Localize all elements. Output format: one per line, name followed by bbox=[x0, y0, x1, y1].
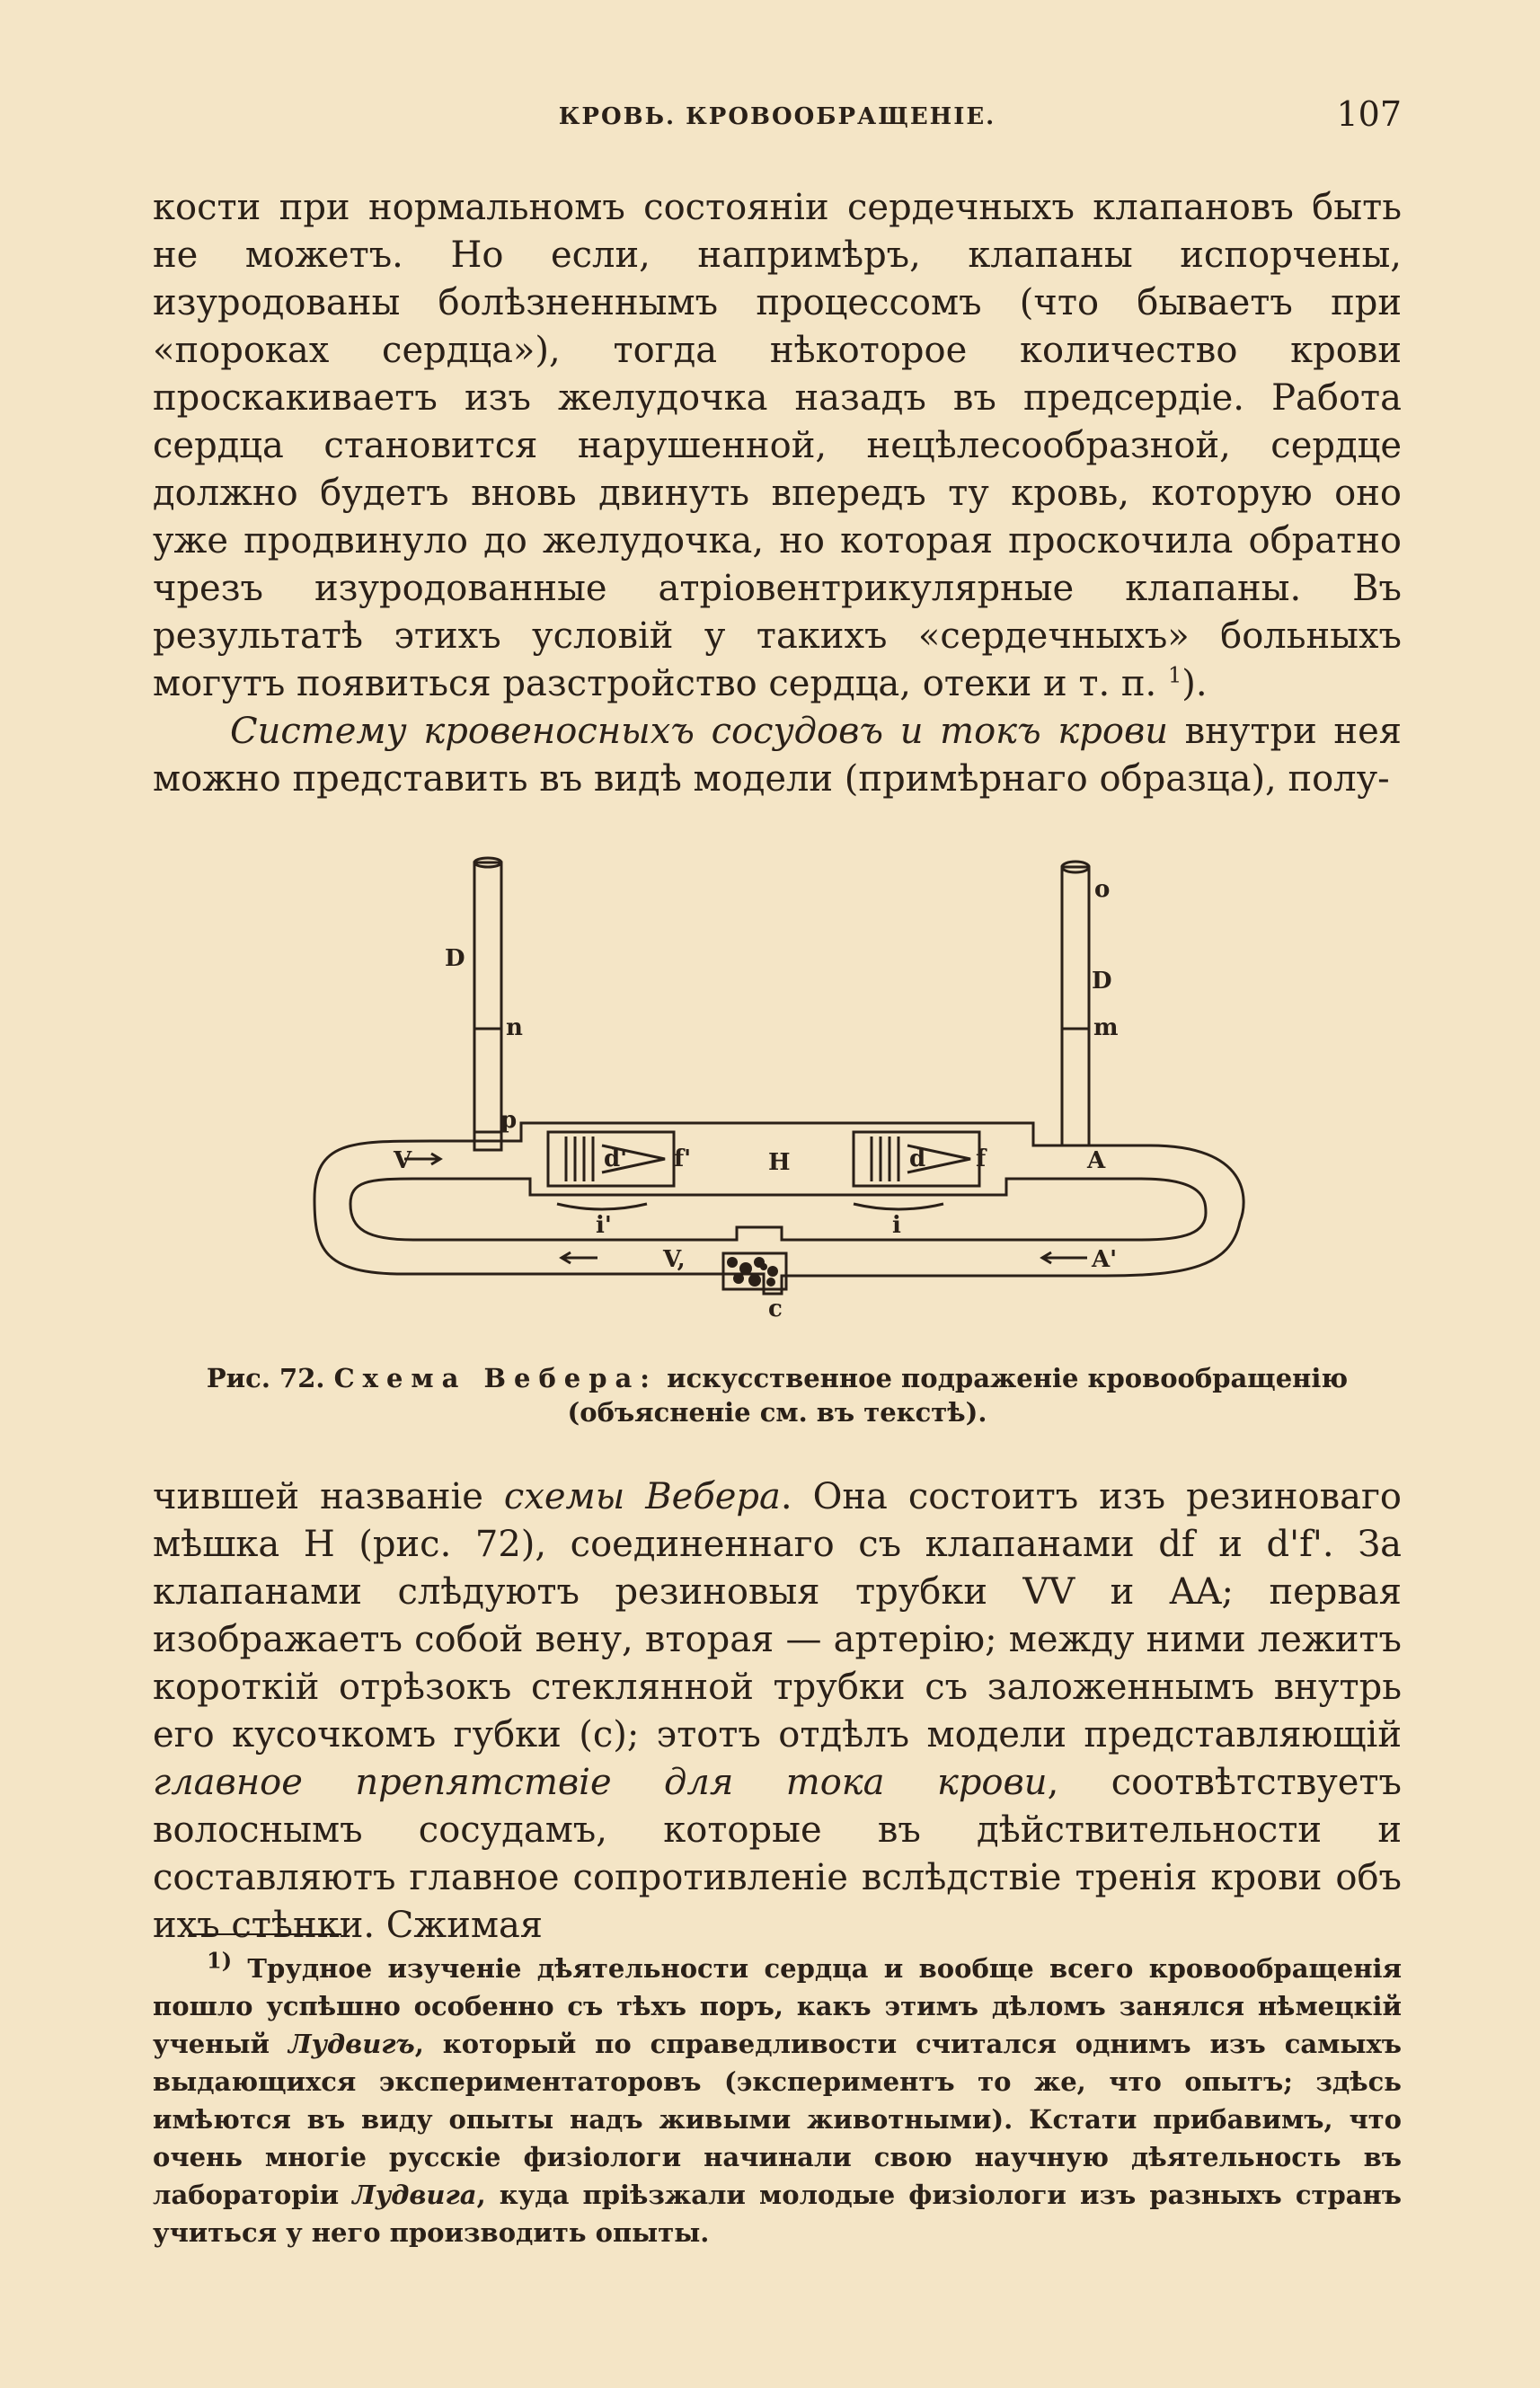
label-f-left: f' bbox=[674, 1145, 692, 1172]
paragraph-1-end: ). bbox=[1182, 663, 1208, 704]
label-o: o bbox=[1094, 876, 1111, 903]
paragraph-2-text: внутри нея можно представить въ видѣ модели (примѣрнаго образца), полу- bbox=[153, 711, 1402, 800]
paragraph-2-italic: Систему кровеносныхъ сосудовъ и токъ крови bbox=[230, 711, 1168, 752]
label-A-top: A bbox=[1087, 1147, 1106, 1174]
label-f-right: f bbox=[976, 1145, 987, 1172]
label-i-left: i' bbox=[596, 1212, 612, 1239]
p3-part3: , соотвѣтствуетъ волоснымъ сосудамъ, которые въ дѣйствительности и составляютъ главное сопротивленіе вслѣдствіе тренія крови объ ихъ стѣнки. Сжимая bbox=[153, 1762, 1402, 1946]
running-head: КРОВЬ. КРОВООБРАЩЕНІЕ. bbox=[558, 103, 996, 130]
fn-text3: , куда пріѣзжали молодые физіологи изъ разныхъ странъ учиться у него производить опыты. bbox=[153, 2180, 1402, 2248]
label-c: c bbox=[768, 1296, 783, 1322]
label-m: m bbox=[1093, 1014, 1119, 1041]
page-header bbox=[153, 94, 1402, 139]
paragraph-1 bbox=[153, 184, 1402, 708]
label-n: n bbox=[506, 1014, 523, 1041]
label-V-bottom: V, bbox=[663, 1246, 686, 1273]
weber-scheme-diagram bbox=[296, 845, 1267, 1366]
p3-italic1: схемы Вебера bbox=[503, 1476, 781, 1517]
arrow-v-bottom bbox=[562, 1252, 597, 1263]
label-i-right: i bbox=[892, 1212, 901, 1239]
label-V-left: V bbox=[394, 1147, 412, 1174]
caption-text: искусственное подраженіе кровообращенію (объясненіе см. въ текстѣ). bbox=[567, 1363, 1349, 1428]
footnote-1 bbox=[153, 1947, 1402, 2251]
p3-part2: . Она состоитъ изъ резиноваго мѣшка H (рис. 72), соединеннаго съ клапанами df и d'f'. За клапанами слѣдуютъ резиновыя трубки VV и AA; первая изображаетъ собой вену, вторая — артерію; между ними лежитъ короткій отрѣзокъ стеклянной трубки съ заложеннымъ внутрь его кусочкомъ губки (с); этотъ отдѣлъ модели представляющій bbox=[153, 1476, 1402, 1756]
footnote-divider bbox=[189, 1933, 341, 1935]
fn-italic1: Лудвигъ bbox=[288, 2029, 415, 2059]
p3-italic2: главное препятствіе для тока крови bbox=[153, 1762, 1048, 1803]
label-D-right: D bbox=[1092, 968, 1112, 995]
bottom-text bbox=[153, 1473, 1402, 1950]
arrow-a-bottom bbox=[1042, 1252, 1087, 1263]
footnote-mark: 1) bbox=[207, 1947, 233, 1974]
label-H: H bbox=[768, 1149, 791, 1176]
fn-text1: Трудное изученіе дѣятельности сердца и вообще всего кровообращенія пошло успѣшно особенно съ тѣхъ поръ, какъ этимъ дѣломъ занялся нѣмецкій ученый bbox=[153, 1953, 1402, 2059]
p3-part1: чившей названіе bbox=[153, 1476, 504, 1517]
fn-text2: , который по справедливости считался однимъ изъ самыхъ выдающихся экспериментаторовъ (экспериментъ то же, что опытъ; здѣсь имѣются въ виду опыты надъ живыми животными). Кстати прибавимъ, что очень многіе русскіе физіологи начинали свою научную дѣятельность въ лабораторіи bbox=[153, 2029, 1402, 2210]
label-D-left: D bbox=[445, 945, 465, 972]
right-vertical-tube bbox=[1062, 867, 1089, 1145]
top-text bbox=[153, 184, 1402, 803]
caption-title: Схема Вебера: bbox=[333, 1363, 659, 1393]
label-A-bottom: A' bbox=[1092, 1246, 1118, 1273]
label-p: p bbox=[500, 1107, 518, 1134]
inner-tube bbox=[350, 1179, 1206, 1240]
caption-prefix: Рис. 72. bbox=[206, 1363, 334, 1393]
footnote-ref: 1 bbox=[1167, 662, 1182, 688]
label-d-left: d' bbox=[604, 1145, 628, 1172]
paragraph-2 bbox=[153, 708, 1402, 803]
left-vertical-tube bbox=[474, 862, 501, 1150]
fn-italic2: Лудвига bbox=[352, 2180, 477, 2210]
page-number: 107 bbox=[1336, 94, 1402, 134]
label-d-right: d bbox=[909, 1145, 926, 1172]
weber-scheme-figure bbox=[296, 845, 1267, 1366]
paragraph-1-text: кости при нормальномъ состояніи сердечныхъ клапановъ быть не можетъ. Но если, напримѣръ, клапаны испорчены, изуродованы болѣзненнымъ процессомъ (что бываетъ при «пороках сердца»), тогда нѣкоторое количество крови проскакиваетъ изъ желудочка назадъ въ предсердіе. Работа сердца становится нарушенной, нецѣлесообразной, сердце должно будетъ вновь двинуть впередъ ту кровь, которую оно уже продвинуло до желудочка, но которая проскочила обратно чрезъ изуродованные атріовентрикулярные клапаны. Въ результатѣ этихъ условій у такихъ «сердечныхъ» больныхъ могутъ появиться разстройство сердца, отеки и т. п. bbox=[153, 187, 1402, 704]
footnotes bbox=[153, 1947, 1402, 2251]
figure-caption bbox=[153, 1361, 1402, 1429]
paragraph-3 bbox=[153, 1473, 1402, 1950]
